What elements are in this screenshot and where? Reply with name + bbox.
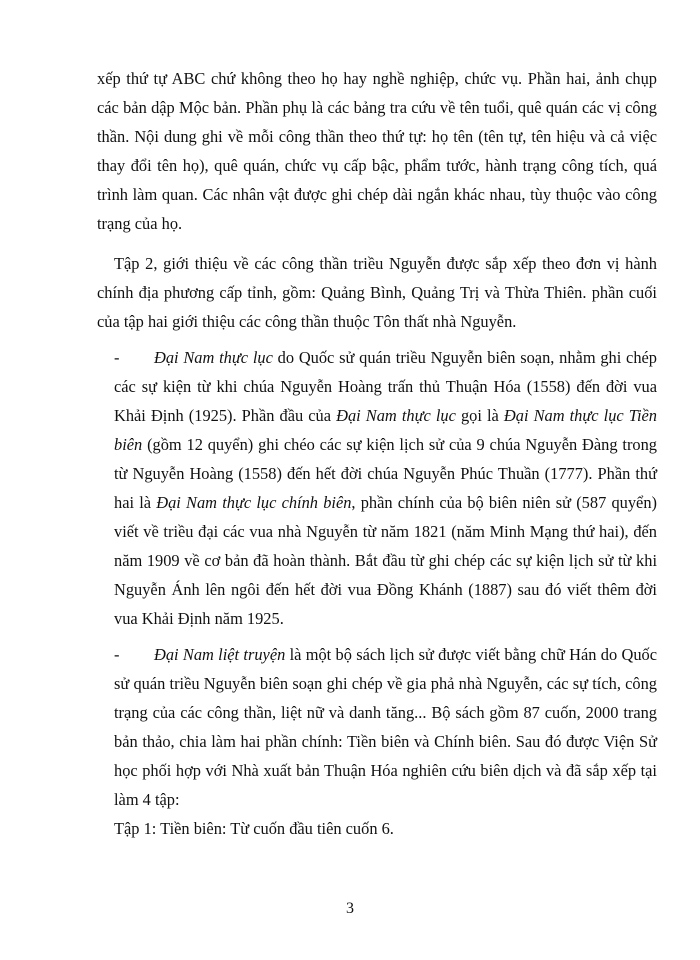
book-title: Đại Nam thực lục chính biên <box>156 493 352 512</box>
paragraph-text: Tập 2, giới thiệu về các công thần triều Nguyễn được sắp xếp theo đơn vị hành chính địa phương cấp tỉnh, gồm: Quảng Bình, Quảng Trị và Thừa Thiên. phần cuối của tập hai giới thiệu các công thần thuộc Tôn thất nhà Nguyễn. <box>97 254 657 331</box>
bullet-dai-nam-thuc-luc <box>97 343 657 633</box>
bullet-paragraph <box>97 640 657 814</box>
paragraph-volume1-list <box>97 814 657 843</box>
paragraph-volume2 <box>97 249 657 336</box>
bullet-dai-nam-liet-truyen <box>97 640 657 814</box>
book-title: Đại Nam liệt truyện <box>154 645 286 664</box>
book-title: Đại Nam thực lục <box>336 406 456 425</box>
bullet-dash: - <box>114 645 120 664</box>
paragraph-text: (gồm 12 quyển) ghi chéo các sự kiện lịch sử của 9 chúa Nguyễn Đàng trong từ Nguyễn Hoàng (1558) đến hết đời chúa Nguyễn Phúc Thuần (1777). Phần thứ hai là <box>114 435 657 512</box>
book-title: Đại Nam thực lục <box>154 348 273 367</box>
paragraph-text: là một bộ sách lịch sử được viết bằng chữ Hán do Quốc sử quán triều Nguyễn biên soạn ghi chép về gia phả nhà Nguyễn, các sự tích, công trạng của các công thần, liệt nữ và danh tăng... Bộ sách gồm 87 cuốn, 2000 trang bản thảo, chia làm hai phần chính: Tiền biên và Chính biên. Sau đó được Viện Sử học phối hợp với Nhà xuất bản Thuận Hóa nghiên cứu biên dịch và đã sắp xếp tại làm 4 tập: <box>114 645 658 809</box>
book-title: Đại Nam thực lục Tiền biên <box>114 406 657 454</box>
page-number: 3 <box>346 900 354 917</box>
bullet-dash: - <box>114 348 120 367</box>
paragraph-text: xếp thứ tự ABC chứ không theo họ hay nghề nghiệp, chức vụ. Phần hai, ảnh chụp các bản dập Mộc bản. Phần phụ là các bảng tra cứu về tên tuổi, quê quán các vị công thần. Nội dung ghi về mỗi công thần theo thứ tự: họ tên (tên tự, tên hiệu và cả việc thay đổi tên họ), quê quán, chức vụ cấp bậc, phẩm tước, hành trạng công tích, quá trình làm quan. Các nhân vật được ghi chép dài ngắn khác nhau, tùy thuộc vào công trạng của họ. <box>97 69 657 233</box>
bullet-paragraph <box>97 343 657 633</box>
paragraph-text: , phần chính của bộ biên niên sử (587 quyển) viết về triều đại các vua nhà Nguyễn từ năm 1821 (năm Minh Mạng thứ hai), đến năm 1909 về cơ bản đã hoàn thành. Bắt đầu từ ghi chép các sự kiện lịch sử từ khi Nguyễn Ánh lên ngôi đến hết đời vua Đồng Khánh (1887) sau đó viết thêm đời vua Khải Định năm 1925. <box>114 493 657 628</box>
paragraph-text: gọi là <box>455 406 504 425</box>
paragraph-volume1-contents <box>97 64 657 238</box>
paragraph-text: Tập 1: Tiền biên: Từ cuốn đầu tiên cuốn 6. <box>114 819 394 838</box>
paragraph-text: do Quốc sử quán triều Nguyễn biên soạn, nhằm ghi chép các sự kiện từ khi chúa Nguyễn Hoàng trấn thủ Thuận Hóa (1558) đến đời vua Khải Định (1925). Phần đầu của <box>114 348 657 425</box>
